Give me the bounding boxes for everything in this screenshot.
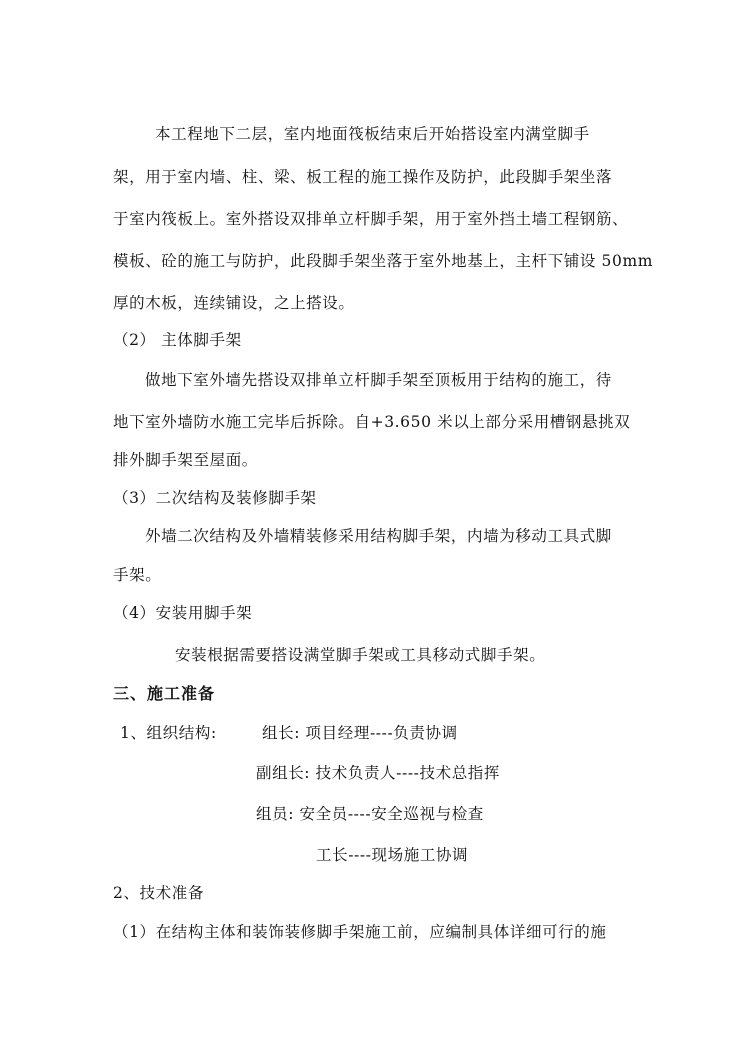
section-2-line-3: 排外脚手架至屋面。 bbox=[113, 451, 258, 469]
section-4-line-1: 安装根据需要搭设满堂脚手架或工具移动式脚手架。 bbox=[175, 646, 546, 664]
tech-prep-label: 2、技术准备 bbox=[113, 884, 204, 902]
intro-line-5: 厚的木板，连续铺设，之上搭设。 bbox=[113, 294, 355, 312]
section-3-title: （3）二次结构及装修脚手架 bbox=[113, 489, 317, 507]
intro-line-2: 架，用于室内墙、柱、梁、板工程的施工操作及防护，此段脚手架坐落 bbox=[113, 168, 613, 186]
intro-line-4: 模板、砼的施工与防护，此段脚手架坐落于室外地基上，主杆下铺设 50mm bbox=[113, 252, 654, 270]
chapter-3-heading: 三、施工准备 bbox=[113, 684, 216, 703]
section-3-line-1: 外墙二次结构及外墙精装修采用结构脚手架，内墙为移动工具式脚 bbox=[145, 527, 612, 545]
intro-line-3: 于室内筏板上。室外搭设双排单立杆脚手架，用于室外挡土墙工程钢筋、 bbox=[113, 210, 629, 228]
org-member-foreman: 工长----现场施工协调 bbox=[316, 846, 469, 864]
section-2-line-1: 做地下室外墙先搭设双排单立杆脚手架至顶板用于结构的施工，待 bbox=[145, 371, 612, 389]
intro-line-1: 本工程地下二层，室内地面筏板结束后开始搭设室内满堂脚手 bbox=[155, 125, 590, 143]
org-member-deputy: 副组长: 技术负责人----技术总指挥 bbox=[256, 764, 500, 782]
tech-prep-line-1: （1）在结构主体和装饰装修脚手架施工前，应编制具体详细可行的施 bbox=[113, 923, 607, 941]
section-4-title: （4）安装用脚手架 bbox=[113, 604, 253, 622]
section-2-line-2: 地下室外墙防水施工完毕后拆除。自+3.650 米以上部分采用槽钢悬挑双 bbox=[113, 413, 631, 431]
org-structure-label: 1、组织结构: bbox=[120, 724, 217, 742]
org-member-staff: 组员: 安全员----安全巡视与检查 bbox=[256, 805, 484, 823]
org-member-leader: 组长: 项目经理----负责协调 bbox=[262, 724, 458, 742]
section-2-title: （2） 主体脚手架 bbox=[113, 331, 242, 349]
section-3-line-2: 手架。 bbox=[113, 566, 162, 584]
